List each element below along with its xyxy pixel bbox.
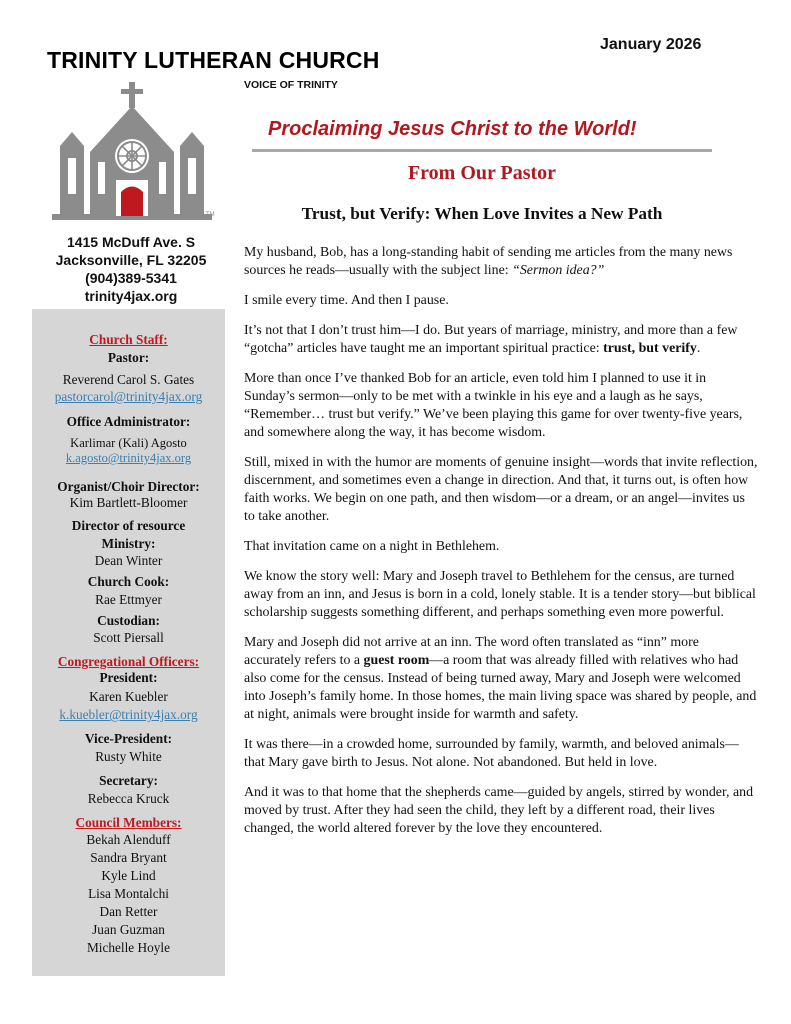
church-address — [32, 233, 230, 305]
issue-date: January 2026 — [600, 36, 702, 53]
secretary-role: Secretary: — [99, 773, 158, 788]
article-body — [244, 244, 759, 850]
council-member: Bekah Alenduff — [86, 832, 171, 847]
office-admin-email-link[interactable]: k.agosto@trinity4jax.org — [65, 451, 192, 465]
paragraph — [244, 634, 759, 724]
pastor-name: Reverend Carol S. Gates — [62, 372, 195, 387]
section-title: From Our Pastor — [407, 162, 557, 184]
organist-name: Kim Bartlett-Bloomer — [69, 495, 188, 510]
paragraph-text: Mary and Joseph did not arrive at an inn. The word often translated as “inn” more accurately refers to a — [244, 635, 699, 668]
president-email-link[interactable]: k.kuebler@trinity4jax.org — [59, 707, 198, 722]
council-member: Lisa Montalchi — [88, 886, 169, 901]
paragraph: We know the story well: Mary and Joseph travel to Bethlehem for the census, are turned away from an inn, and Jesus is born in a cold, lonely stable. It is a tender story—but biblical scholarship suggests something different, and perhaps something even more powerful. — [244, 569, 756, 620]
paragraph-text: . — [696, 341, 701, 356]
paragraph: That invitation came on a night in Bethlehem. — [244, 539, 500, 554]
paragraph: And it was to that home that the shepherds came—guided by angels, stirred by wonder, and moved by trust. After they had seen the child, they left by a different road, their lives changed, the world altered forever by the love they encountered. — [244, 785, 754, 836]
resource-director-role-line2: Ministry: — [101, 536, 156, 551]
council-member: Michelle Hoyle — [86, 940, 171, 955]
vice-president-name: Rusty White — [95, 749, 162, 764]
paragraph: I smile every time. And then I pause. — [244, 293, 449, 308]
church-staff-heading: Church Staff: — [89, 332, 168, 347]
emphasis-guest-room: guest room — [363, 653, 430, 668]
custodian-name: Scott Piersall — [93, 630, 164, 645]
congregational-officers-heading: Congregational Officers: — [57, 654, 200, 669]
paragraph: More than once I’ve thanked Bob for an article, even told him I planned to use it in Sunday’s sermon—only to be met with a twinkle in his eye and a laugh as he says, “Remember… trust but verify.” We’ve been playing this game for over twenty-five years, and somewhere along the way, it has become wisdom. — [244, 371, 743, 440]
organist-role: Organist/Choir Director: — [57, 479, 200, 494]
article-title: Trust, but Verify: When Love Invites a New Path — [301, 204, 663, 223]
pastor-email-link[interactable]: pastorcarol@trinity4jax.org — [54, 389, 203, 404]
secretary-name: Rebecca Kruck — [87, 791, 170, 806]
church-cook-name: Rae Ettmyer — [95, 592, 162, 607]
president-name: Karen Kuebler — [89, 689, 168, 704]
tagline-divider — [252, 149, 712, 152]
council-member: Dan Retter — [99, 904, 158, 919]
subject-line-quote: “Sermon idea?” — [512, 263, 605, 278]
paragraph — [244, 322, 759, 358]
paragraph-text: It’s not that I don’t trust him—I do. But years of marriage, ministry, and more than a few “gotcha” articles have taught me an important spiritual practice: — [244, 323, 738, 356]
paragraph-text: —a room that was already filled with relatives who had also come for the census. Instead of being turned away, Mary and Joseph were welcomed into Joseph’s family home. In those homes, the main living space was shared by people, and at night, animals were brought inside for warmth and safety. — [244, 653, 757, 722]
vice-president-role: Vice-President: — [84, 731, 173, 746]
custodian-role: Custodian: — [97, 613, 160, 628]
council-members-heading: Council Members: — [75, 815, 182, 830]
pastor-role: Pastor: — [107, 350, 150, 365]
church-building-icon — [42, 80, 222, 228]
paragraph — [244, 244, 759, 280]
emphasis-trust-but-verify: trust, but verify — [603, 341, 697, 356]
paragraph: Still, mixed in with the humor are moments of genuine insight—words that invite reflection, discernment, and sometimes even a change in direction. And that, it turns out, is often how faith works. We begin on one path, and then wisdom—or a dream, or an angel—invites us to take another. — [244, 455, 758, 524]
resource-director-role-line1: Director of resource — [71, 518, 186, 533]
church-cook-role: Church Cook: — [87, 574, 170, 589]
office-admin-name: Karlimar (Kali) Agosto — [70, 436, 187, 450]
street-address: 1415 McDuff Ave. S — [66, 234, 196, 250]
council-member: Sandra Bryant — [90, 850, 167, 865]
council-member: Juan Guzman — [92, 922, 165, 937]
office-admin-role: Office Administrator: — [66, 414, 191, 429]
paragraph-text: My husband, Bob, has a long-standing habit of sending me articles from the many news sources he reads—usually with the subject line: — [244, 245, 733, 278]
tagline: Proclaiming Jesus Christ to the World! — [268, 118, 637, 140]
newsletter-name: VOICE OF TRINITY — [244, 79, 338, 91]
resource-director-name: Dean Winter — [94, 553, 163, 568]
church-logo — [42, 80, 222, 228]
trademark-mark: TM — [206, 212, 215, 218]
president-role: President: — [99, 670, 158, 685]
website[interactable]: trinity4jax.org — [84, 288, 178, 304]
paragraph: It was there—in a crowded home, surrounded by family, warmth, and beloved animals—that Mary gave birth to Jesus. Not alone. Not abandoned. But held in love. — [244, 737, 739, 770]
council-member: Kyle Lind — [101, 868, 156, 883]
church-name: TRINITY LUTHERAN CHURCH — [47, 47, 380, 73]
phone-number: (904)389-5341 — [85, 270, 177, 286]
city-state-zip: Jacksonville, FL 32205 — [55, 252, 207, 268]
staff-sidebar — [32, 309, 225, 976]
